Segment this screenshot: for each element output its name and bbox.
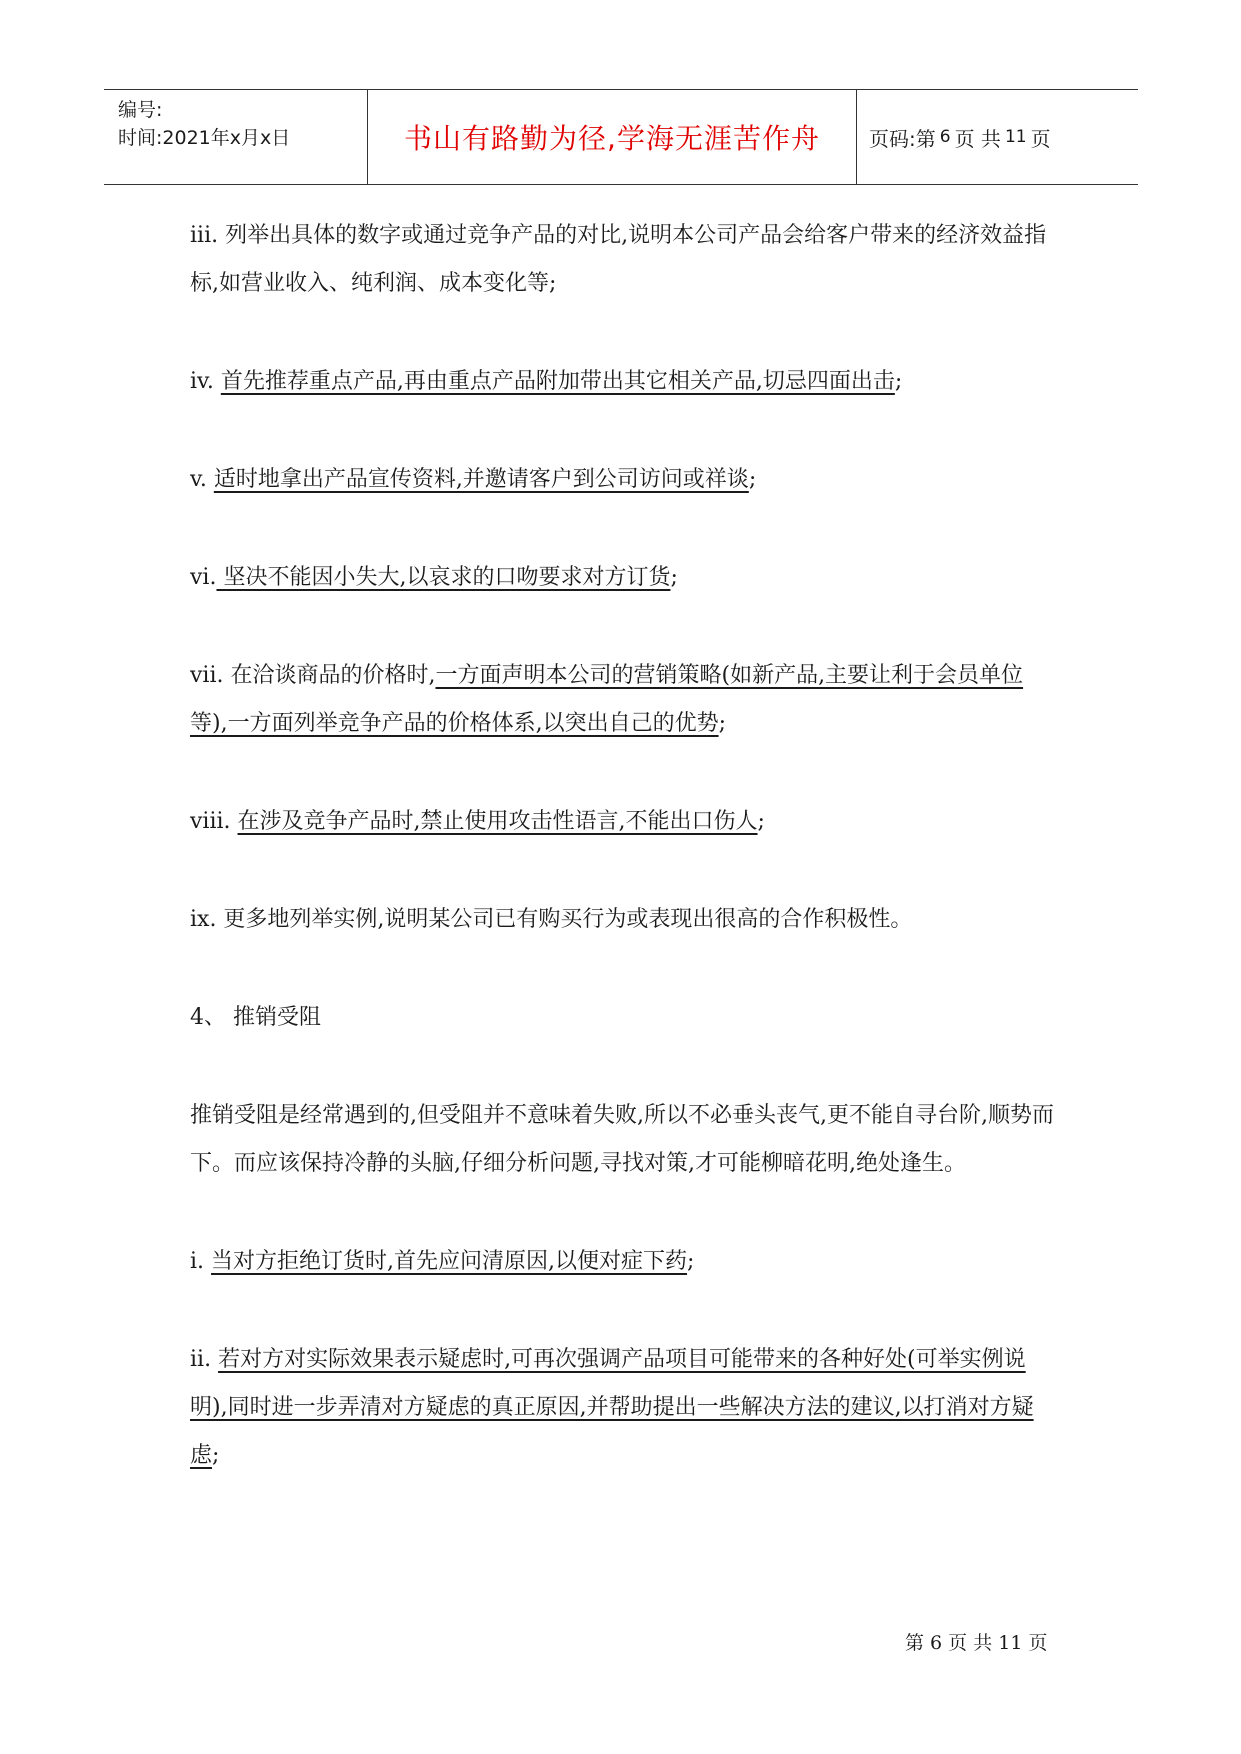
paragraph: vii. 在洽谈商品的价格时,一方面声明本公司的营销策略(如新产品,主要让利于会员单位等),一方面列举竞争产品的价格体系,以突出自己的优势; — [190, 663, 1024, 736]
paragraph: vi. 坚决不能因小失大,以哀求的口吻要求对方订货; — [190, 565, 678, 590]
paragraph: ii. 若对方对实际效果表示疑虑时,可再次强调产品项目可能带来的各种好处(可举实例说明),同时进一步弄清对方疑虑的真正原因,并帮助提出一些解决方法的建议,以打消对方疑虑; — [190, 1347, 1034, 1468]
header-divider — [856, 90, 857, 184]
page-suffix: 页 — [1030, 126, 1051, 151]
paragraph: ix. 更多地列举实例,说明某公司已有购买行为或表现出很高的合作积极性。 — [190, 907, 913, 932]
page-number: 6 — [939, 127, 951, 147]
page-header — [104, 89, 1138, 185]
header-page-info — [869, 90, 1051, 184]
paragraph: viii. 在涉及竞争产品时,禁止使用攻击性语言,不能出口伤人; — [190, 809, 765, 834]
paragraph: iii. 列举出具体的数字或通过竞争产品的对比,说明本公司产品会给客户带来的经济效益指标,如营业收入、纯利润、成本变化等; — [190, 223, 1047, 296]
document-body — [190, 212, 1060, 1480]
section-heading: 4、 推销受阻 — [190, 1005, 321, 1030]
page-mid: 页 共 — [954, 126, 1001, 151]
header-motto: 书山有路勤为径,学海无涯苦作舟 — [404, 122, 820, 155]
paragraph: i. 当对方拒绝订货时,首先应问清原因,以便对症下药; — [190, 1249, 695, 1274]
page-footer: 第 6 页 共 11 页 — [905, 1632, 1048, 1654]
serial-label: 编号: — [118, 99, 163, 121]
page-total: 11 — [1004, 127, 1027, 147]
paragraph: 推销受阻是经常遇到的,但受阻并不意味着失败,所以不必垂头丧气,更不能自寻台阶,顺势而下。而应该保持冷静的头脑,仔细分析问题,寻找对策,才可能柳暗花明,绝处逢生。 — [190, 1103, 1054, 1176]
time-label: 时间:2021年x月x日 — [118, 127, 291, 149]
header-meta — [118, 96, 358, 152]
paragraph: iv. 首先推荐重点产品,再由重点产品附加带出其它相关产品,切忌四面出击; — [190, 369, 903, 394]
page-prefix: 页码:第 — [869, 126, 936, 151]
paragraph: v. 适时地拿出产品宣传资料,并邀请客户到公司访问或祥谈; — [190, 467, 757, 492]
